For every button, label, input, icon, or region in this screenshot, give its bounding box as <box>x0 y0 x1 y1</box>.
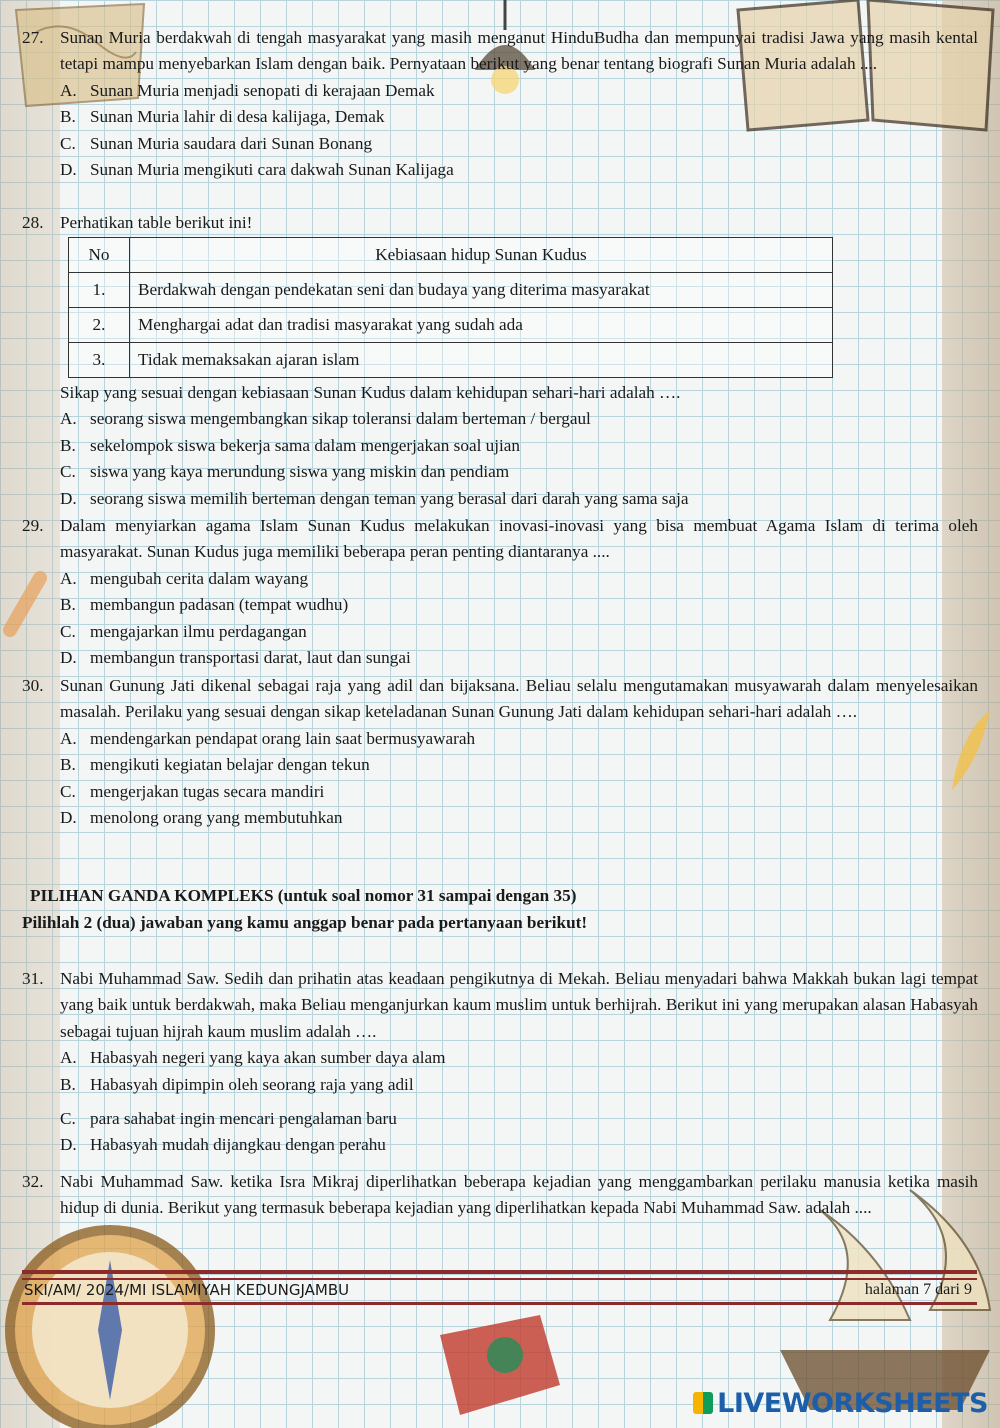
question-text: Sunan Muria berdakwah di tengah masyarakat yang masih menganut HinduBudha dan mempunyai tradisi Jawa yang masih kental tetapi mampu menyebarkan Islam dengan baik. Pernyataan berikut yang benar tentang biografi Sunan Muria adalah .... <box>60 28 978 74</box>
option-d[interactable] <box>60 645 978 671</box>
option-c[interactable] <box>60 779 978 805</box>
option-text: mengajarkan ilmu perdagangan <box>90 621 307 641</box>
table-cell-no: 2. <box>69 308 130 343</box>
option-text: Sunan Muria lahir di desa kalijaga, Demak <box>90 107 385 127</box>
question-number: 31. <box>22 969 44 988</box>
option-letter: D. <box>60 159 77 179</box>
option-d[interactable] <box>60 1132 978 1158</box>
option-letter: D. <box>60 488 77 508</box>
option-letter: A. <box>60 568 77 588</box>
option-text: Habasyah mudah dijangkau dengan perahu <box>90 1135 386 1155</box>
option-b[interactable] <box>60 104 978 130</box>
option-a[interactable] <box>60 78 978 104</box>
question-text: Nabi Muhammad Saw. ketika Isra Mikraj diperlihatkan beberapa kejadian yang menggambarkan perilaku manusia ketika masih hidup di dunia. Berikut yang termasuk beberapa kejadian yang diperlihatkan kepada Nabi Muhammad Saw. adalah .... <box>60 1172 978 1218</box>
option-text: Sunan Muria menjadi senopati di kerajaan Demak <box>90 80 435 100</box>
option-text: para sahabat ingin mencari pengalaman baru <box>90 1109 397 1128</box>
table-header-row <box>69 238 833 273</box>
option-letter: D. <box>60 647 77 667</box>
question-text: Perhatikan table berikut ini! <box>60 213 253 232</box>
geography-book-icon <box>420 1305 570 1428</box>
option-text: mendengarkan pendapat orang lain saat bermusyawarah <box>90 728 476 748</box>
option-letter: B. <box>60 435 76 455</box>
question-number: 28. <box>22 213 44 232</box>
option-text: membangun padasan (tempat wudhu) <box>90 595 349 615</box>
question-number: 29. <box>22 516 44 535</box>
question-29 <box>22 513 978 671</box>
question-28 <box>22 210 978 236</box>
question-28-body <box>22 380 978 512</box>
brand-text: LIVEWORKSHEETS <box>717 1388 988 1419</box>
option-c[interactable] <box>60 1106 978 1132</box>
option-text: seorang siswa memilih berteman dengan teman yang berasal dari darah yang sama saja <box>90 488 689 508</box>
option-a[interactable] <box>60 726 978 752</box>
question-number: 30. <box>22 676 44 695</box>
option-a[interactable] <box>60 1045 978 1071</box>
question-text: Sikap yang sesuai dengan kebiasaan Sunan Kudus dalam kehidupan sehari-hari adalah …. <box>60 383 681 402</box>
option-letter: A. <box>60 409 77 429</box>
question-text: Dalam menyiarkan agama Islam Sunan Kudus melakukan inovasi-inovasi yang bisa membuat Agama Islam di terima oleh masyarakat. Sunan Kudus juga memiliki beberapa peran penting diantaranya .... <box>60 516 978 562</box>
liveworksheets-logo[interactable] <box>693 1388 988 1419</box>
table-cell-no: 1. <box>69 273 130 308</box>
option-text: menolong orang yang membutuhkan <box>90 807 343 827</box>
section-title: PILIHAN GANDA KOMPLEKS (untuk soal nomor 31 sampai dengan 35) <box>30 886 577 905</box>
option-a[interactable] <box>60 406 978 432</box>
option-d[interactable] <box>60 486 978 512</box>
question-text: Sunan Gunung Jati dikenal sebagai raja yang adil dan bijaksana. Beliau selalu mengutamakan musyawarah dalam menyelesaikan masalah. Perilaku yang sesuai dengan sikap keteladanan Sunan Gunung Jati dalam kehidupan sehari-hari adalah …. <box>60 676 978 722</box>
table-cell-text: Berdakwah dengan pendekatan seni dan budaya yang diterima masyarakat <box>130 273 833 308</box>
option-text: membangun transportasi darat, laut dan sungai <box>90 647 411 667</box>
option-text: Habasyah dipimpin oleh seorang raja yang adil <box>90 1074 414 1094</box>
option-text: sekelompok siswa bekerja sama dalam mengerjakan soal ujian <box>90 435 521 455</box>
option-a[interactable] <box>60 566 978 592</box>
option-letter: A. <box>60 728 77 748</box>
option-letter: D. <box>60 807 77 827</box>
question-number: 27. <box>22 28 44 47</box>
option-c[interactable] <box>60 619 978 645</box>
option-letter: C. <box>60 1109 76 1128</box>
option-text: Habasyah negeri yang kaya akan sumber daya alam <box>90 1048 446 1068</box>
option-text: mengikuti kegiatan belajar dengan tekun <box>90 755 370 775</box>
table-row <box>69 273 833 308</box>
question-30 <box>22 673 978 831</box>
question-32 <box>22 1169 978 1222</box>
option-text: mengubah cerita dalam wayang <box>90 568 309 588</box>
kebiasaan-table <box>68 237 833 378</box>
question-number: 32. <box>22 1172 44 1191</box>
option-c[interactable] <box>60 459 978 485</box>
liveworksheets-logo-icon <box>693 1392 713 1414</box>
table-row <box>69 308 833 343</box>
footer-document-code: SKI/AM/ 2024/MI ISLAMIYAH KEDUNGJAMBU <box>24 1281 350 1299</box>
footer-page-number: halaman 7 dari 9 <box>864 1281 972 1298</box>
option-letter: C. <box>60 781 76 801</box>
option-text: Sunan Muria saudara dari Sunan Bonang <box>90 133 373 153</box>
option-letter: D. <box>60 1135 77 1155</box>
table-cell-text: Tidak memaksakan ajaran islam <box>130 343 833 378</box>
option-letter: B. <box>60 595 76 615</box>
table-cell-text: Menghargai adat dan tradisi masyarakat yang sudah ada <box>130 308 833 343</box>
footer-rule-top <box>22 1270 977 1274</box>
table-header-no: No <box>69 238 130 273</box>
option-d[interactable] <box>60 805 978 831</box>
question-31 <box>22 966 978 1159</box>
option-b[interactable] <box>60 1072 978 1098</box>
option-text: Sunan Muria mengikuti cara dakwah Sunan Kalijaga <box>90 159 454 179</box>
option-letter: A. <box>60 1048 77 1068</box>
option-letter: A. <box>60 80 77 100</box>
option-letter: B. <box>60 107 76 127</box>
option-letter: C. <box>60 621 76 641</box>
option-d[interactable] <box>60 157 978 183</box>
option-text: mengerjakan tugas secara mandiri <box>90 781 325 801</box>
option-b[interactable] <box>60 592 978 618</box>
option-b[interactable] <box>60 752 978 778</box>
footer-rule-bottom <box>22 1302 977 1305</box>
option-letter: C. <box>60 462 76 482</box>
question-text: Nabi Muhammad Saw. Sedih dan prihatin atas keadaan pengikutnya di Mekah. Beliau menyadari bahwa Makkah bukan lagi tempat yang baik untuk berdakwah, maka Beliau menganjurkan kaum muslim untuk berhijrah. Berikut ini yang merupakan alasan Habasyah sebagai tujuan hijrah kaum muslim adalah …. <box>60 969 978 1041</box>
option-letter: B. <box>60 1074 76 1094</box>
option-b[interactable] <box>60 433 978 459</box>
section-instruction: Pilihlah 2 (dua) jawaban yang kamu anggap benar pada pertanyaan berikut! <box>22 913 588 932</box>
option-c[interactable] <box>60 131 978 157</box>
option-letter: B. <box>60 755 76 775</box>
option-text: seorang siswa mengembangkan sikap toleransi dalam berteman / bergaul <box>90 409 591 429</box>
footer-rule-thin <box>22 1278 977 1280</box>
table-row <box>69 343 833 378</box>
option-text: siswa yang kaya merundung siswa yang miskin dan pendiam <box>90 462 510 482</box>
option-letter: C. <box>60 133 76 153</box>
table-cell-no: 3. <box>69 343 130 378</box>
table-header-text: Kebiasaan hidup Sunan Kudus <box>130 238 833 273</box>
question-27 <box>22 25 978 183</box>
